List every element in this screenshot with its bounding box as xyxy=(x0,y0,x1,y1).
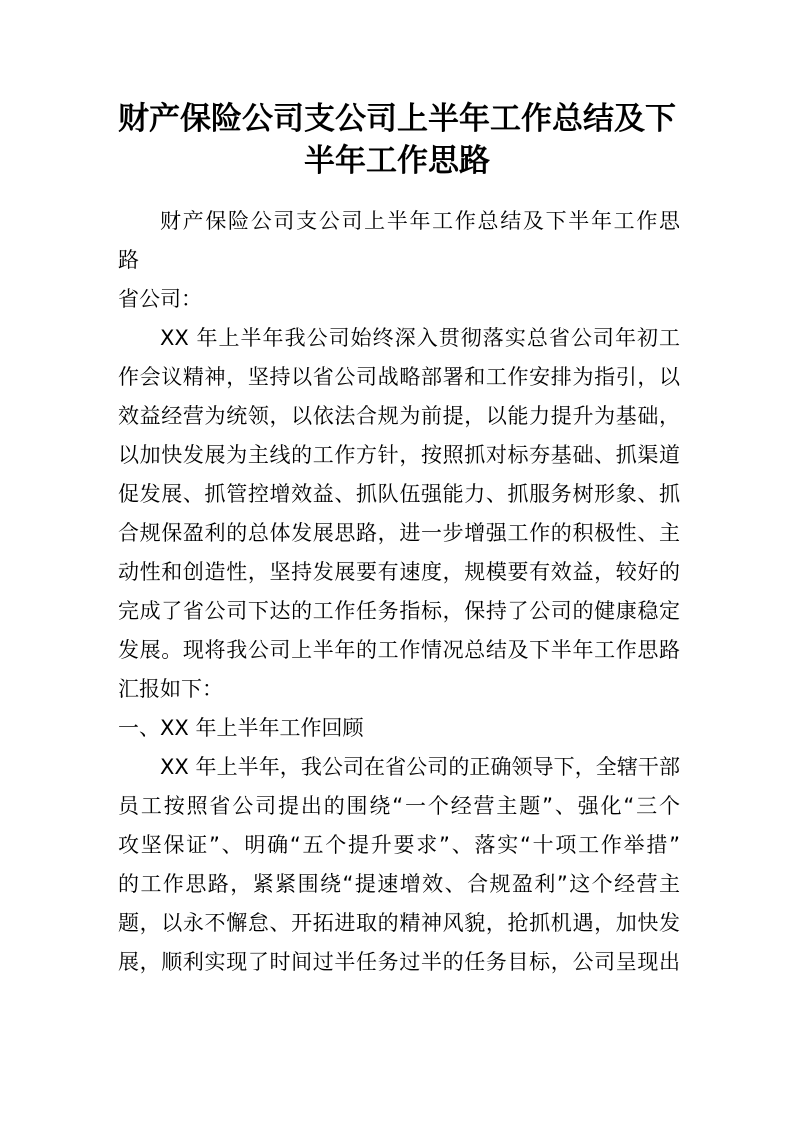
document-title-line-2: 半年工作思路 xyxy=(304,143,490,179)
body-text-line: 效益经营为统领，以依法合规为前提，以能力提升为基础， xyxy=(118,404,680,428)
body-text-line: 员工按照省公司提出的围绕“一个经营主题”、强化“三个 xyxy=(118,794,680,818)
body-text-line: 作会议精神，坚持以省公司战略部署和工作安排为指引，以 xyxy=(118,365,680,389)
body-text-line: 题，以永不懈怠、开拓进取的精神风貌，抢抓机遇，加快发 xyxy=(118,911,680,935)
body-text-line: 的工作思路，紧紧围绕“提速增效、合规盈利”这个经营主 xyxy=(118,872,680,896)
body-text-line: 攻坚保证”、明确“五个提升要求”、落实“十项工作举措” xyxy=(118,833,680,857)
body-text-line: 一、XX 年上半年工作回顾 xyxy=(118,716,364,740)
body-text-line: 完成了省公司下达的工作任务指标，保持了公司的健康稳定 xyxy=(118,599,680,623)
body-text-line: 动性和创造性，坚持发展要有速度，规模要有效益，较好的 xyxy=(118,560,680,584)
document-title-line-1: 财产保险公司支公司上半年工作总结及下 xyxy=(118,101,676,137)
body-text-line: 发展。现将我公司上半年的工作情况总结及下半年工作思路 xyxy=(118,638,680,662)
body-text-line: XX 年上半年我公司始终深入贯彻落实总省公司年初工 xyxy=(160,326,680,350)
body-text-line: 财产保险公司支公司上半年工作总结及下半年工作思 xyxy=(160,209,680,233)
body-text-line: 路 xyxy=(118,248,139,272)
body-text-line: 以加快发展为主线的工作方针，按照抓对标夯基础、抓渠道 xyxy=(118,443,680,467)
body-text-line: XX 年上半年，我公司在省公司的正确领导下，全辖干部 xyxy=(160,755,680,779)
body-text-line: 省公司： xyxy=(118,287,202,311)
body-text-line: 展，顺利实现了时间过半任务过半的任务目标，公司呈现出 xyxy=(118,950,680,974)
body-text-line: 合规保盈利的总体发展思路，进一步增强工作的积极性、主 xyxy=(118,521,680,545)
document-body xyxy=(118,202,680,982)
body-text-line: 汇报如下： xyxy=(118,677,223,701)
body-text-line: 促发展、抓管控增效益、抓队伍强能力、抓服务树形象、抓 xyxy=(118,482,680,506)
